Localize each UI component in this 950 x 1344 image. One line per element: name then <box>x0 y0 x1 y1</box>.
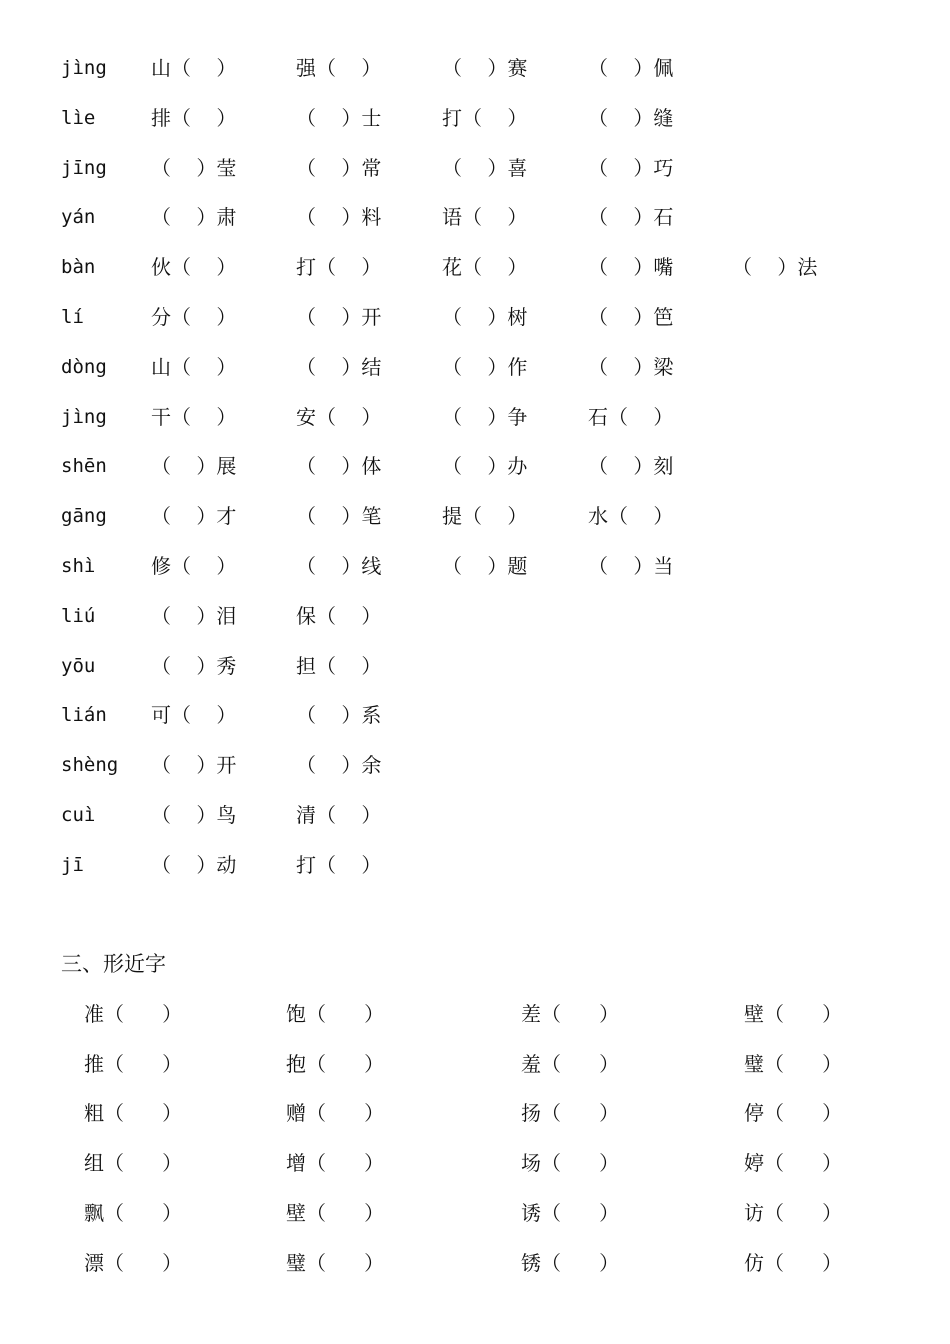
fill-blank-item: （ ）士 <box>296 106 382 130</box>
pinyin-label: shèng <box>61 754 119 776</box>
pinyin-label: jìng <box>61 57 107 79</box>
similar-char-item: 婷（ ） <box>744 1151 843 1175</box>
pinyin-label: dòng <box>61 356 107 378</box>
fill-blank-item: 强（ ） <box>296 56 382 80</box>
fill-blank-item: （ ）动 <box>151 853 237 877</box>
pinyin-row <box>0 551 950 581</box>
pinyin-row <box>0 153 950 183</box>
pinyin-row <box>0 103 950 133</box>
pinyin-row <box>0 850 950 880</box>
fill-blank-item: （ ）结 <box>296 355 382 379</box>
fill-blank-item: 花（ ） <box>442 255 528 279</box>
pinyin-label: jìng <box>61 406 107 428</box>
fill-blank-item: （ ）梁 <box>588 355 674 379</box>
fill-blank-item: 排（ ） <box>151 106 237 130</box>
pinyin-label: cuì <box>61 804 96 826</box>
fill-blank-item: （ ）喜 <box>442 156 528 180</box>
fill-blank-item: （ ）佩 <box>588 56 674 80</box>
pinyin-label: shì <box>61 555 96 577</box>
similar-char-item: 推（ ） <box>84 1052 183 1076</box>
fill-blank-item: （ ）笆 <box>588 305 674 329</box>
pinyin-label: bàn <box>61 256 96 278</box>
pinyin-label: yōu <box>61 655 96 677</box>
fill-blank-item: 打（ ） <box>296 853 382 877</box>
fill-blank-item: 保（ ） <box>296 604 382 628</box>
pinyin-row <box>0 451 950 481</box>
pinyin-row <box>0 601 950 631</box>
fill-blank-item: （ ）嘴 <box>588 255 674 279</box>
similar-char-item: 飘（ ） <box>84 1201 183 1225</box>
fill-blank-item: （ ）泪 <box>151 604 237 628</box>
fill-blank-item: （ ）争 <box>442 405 528 429</box>
similar-char-item: 羞（ ） <box>521 1052 620 1076</box>
similar-char-item: 璧（ ） <box>286 1251 385 1275</box>
section-title: 三、形近字 <box>61 952 166 976</box>
fill-blank-item: （ ）办 <box>442 454 528 478</box>
pinyin-row <box>0 800 950 830</box>
fill-blank-item: 干（ ） <box>151 405 237 429</box>
fill-blank-item: 语（ ） <box>442 205 528 229</box>
fill-blank-item: （ ）体 <box>296 454 382 478</box>
similar-char-item: 差（ ） <box>521 1002 620 1026</box>
similar-char-item: 饱（ ） <box>286 1002 385 1026</box>
fill-blank-item: （ ）缝 <box>588 106 674 130</box>
fill-blank-item: （ ）系 <box>296 703 382 727</box>
similar-char-item: 扬（ ） <box>521 1101 620 1125</box>
pinyin-row <box>0 402 950 432</box>
fill-blank-item: （ ）法 <box>732 255 818 279</box>
fill-blank-item: 安（ ） <box>296 405 382 429</box>
similar-char-item: 准（ ） <box>84 1002 183 1026</box>
fill-blank-item: （ ）赛 <box>442 56 528 80</box>
pinyin-label: jī <box>61 854 84 876</box>
fill-blank-item: （ ）刻 <box>588 454 674 478</box>
fill-blank-item: 打（ ） <box>296 255 382 279</box>
similar-char-item: 仿（ ） <box>744 1251 843 1275</box>
fill-blank-item: （ ）线 <box>296 554 382 578</box>
similar-char-item: 抱（ ） <box>286 1052 385 1076</box>
fill-blank-item: （ ）肃 <box>151 205 237 229</box>
similar-char-item: 增（ ） <box>286 1151 385 1175</box>
pinyin-row <box>0 53 950 83</box>
pinyin-row <box>0 651 950 681</box>
pinyin-label: lí <box>61 306 84 328</box>
pinyin-row <box>0 750 950 780</box>
pinyin-row <box>0 700 950 730</box>
fill-blank-item: 清（ ） <box>296 803 382 827</box>
fill-blank-item: （ ）树 <box>442 305 528 329</box>
fill-blank-item: （ ）题 <box>442 554 528 578</box>
pinyin-row <box>0 352 950 382</box>
fill-blank-item: （ ）笔 <box>296 504 382 528</box>
fill-blank-item: （ ）才 <box>151 504 237 528</box>
fill-blank-item: （ ）石 <box>588 205 674 229</box>
pinyin-label: lìe <box>61 107 96 129</box>
similar-char-item: 诱（ ） <box>521 1201 620 1225</box>
pinyin-row <box>0 202 950 232</box>
similar-char-item: 壁（ ） <box>286 1201 385 1225</box>
fill-blank-item: （ ）莹 <box>151 156 237 180</box>
fill-blank-item: （ ）常 <box>296 156 382 180</box>
fill-blank-item: 伙（ ） <box>151 255 237 279</box>
fill-blank-item: （ ）开 <box>151 753 237 777</box>
fill-blank-item: 分（ ） <box>151 305 237 329</box>
fill-blank-item: 石（ ） <box>588 405 674 429</box>
similar-char-item: 璧（ ） <box>744 1052 843 1076</box>
fill-blank-item: 修（ ） <box>151 554 237 578</box>
similar-char-item: 锈（ ） <box>521 1251 620 1275</box>
pinyin-row <box>0 252 950 282</box>
fill-blank-item: （ ）作 <box>442 355 528 379</box>
similar-char-item: 访（ ） <box>744 1201 843 1225</box>
fill-blank-item: （ ）鸟 <box>151 803 237 827</box>
pinyin-row <box>0 302 950 332</box>
pinyin-label: jīng <box>61 157 107 179</box>
fill-blank-item: 提（ ） <box>442 504 528 528</box>
pinyin-label: shēn <box>61 455 107 477</box>
pinyin-label: gāng <box>61 505 107 527</box>
pinyin-label: liú <box>61 605 96 627</box>
fill-blank-item: 山（ ） <box>151 355 237 379</box>
fill-blank-item: （ ）秀 <box>151 654 237 678</box>
fill-blank-item: （ ）巧 <box>588 156 674 180</box>
similar-char-item: 组（ ） <box>84 1151 183 1175</box>
fill-blank-item: （ ）料 <box>296 205 382 229</box>
pinyin-label: yán <box>61 206 96 228</box>
similar-char-item: 粗（ ） <box>84 1101 183 1125</box>
similar-char-item: 漂（ ） <box>84 1251 183 1275</box>
fill-blank-item: （ ）展 <box>151 454 237 478</box>
similar-char-item: 壁（ ） <box>744 1002 843 1026</box>
fill-blank-item: 可（ ） <box>151 703 237 727</box>
pinyin-label: lián <box>61 704 107 726</box>
fill-blank-item: （ ）当 <box>588 554 674 578</box>
similar-char-item: 停（ ） <box>744 1101 843 1125</box>
fill-blank-item: （ ）开 <box>296 305 382 329</box>
fill-blank-item: 打（ ） <box>442 106 528 130</box>
similar-char-item: 赠（ ） <box>286 1101 385 1125</box>
pinyin-row <box>0 501 950 531</box>
fill-blank-item: 山（ ） <box>151 56 237 80</box>
fill-blank-item: 担（ ） <box>296 654 382 678</box>
similar-char-item: 场（ ） <box>521 1151 620 1175</box>
fill-blank-item: 水（ ） <box>588 504 674 528</box>
fill-blank-item: （ ）余 <box>296 753 382 777</box>
